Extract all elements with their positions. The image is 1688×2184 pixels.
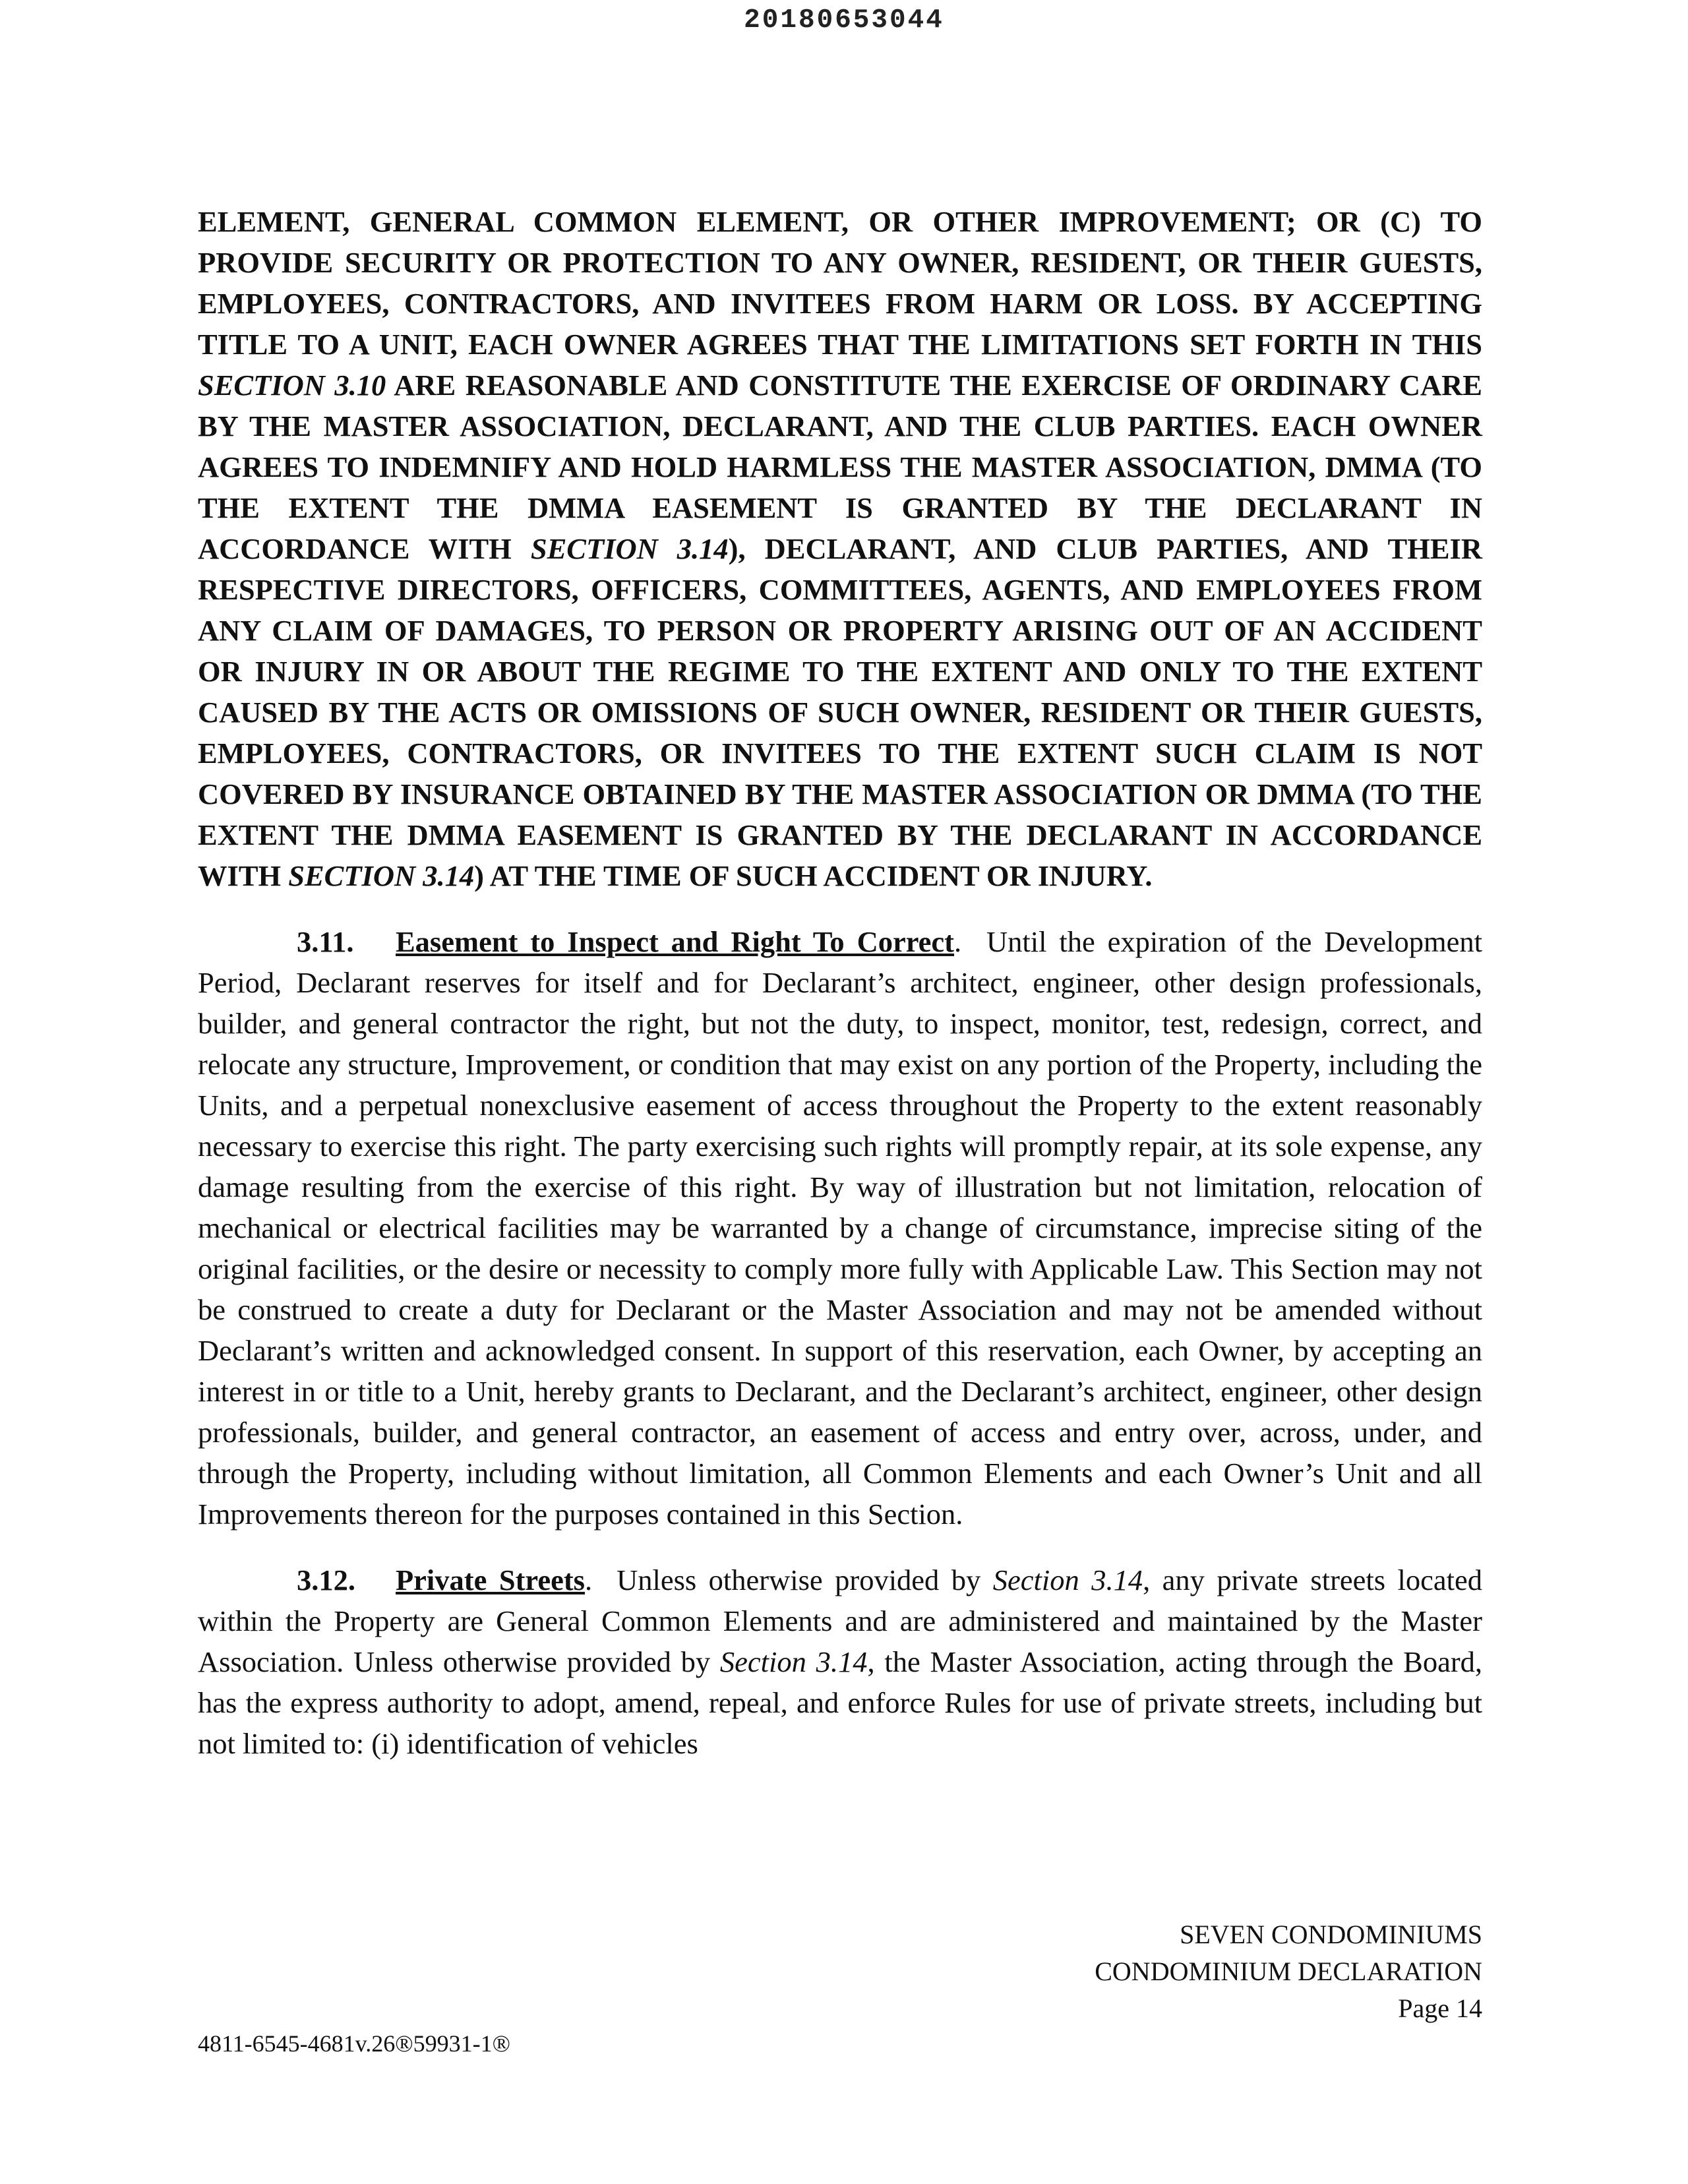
section-title-period: . [585, 1563, 593, 1596]
caps-text-1: ELEMENT, GENERAL COMMON ELEMENT, OR OTHER IMPROVEMENT; OR (C) TO PROVIDE SECURITY OR PROTECTION TO ANY OWNER, RESIDENT, OR THEIR GUESTS, EMPLOYEES, CONTRACTORS, AND INVITEES FROM HARM OR LOSS. BY ACCEPTING TITLE TO A UNIT, EACH OWNER AGREES THAT THE LIMITATIONS SET FORTH IN THIS [198, 205, 1482, 361]
section-number: 3.11. [297, 925, 354, 958]
footer-project-name: SEVEN CONDOMINIUMS [1180, 1920, 1482, 1949]
section-reference: Section 3.14 [992, 1563, 1143, 1596]
page-body [198, 201, 1482, 1764]
caps-text-3: ), DECLARANT, AND CLUB PARTIES, AND THEIR RESPECTIVE DIRECTORS, OFFICERS, COMMITTEES, AGENTS, AND EMPLOYEES FROM ANY CLAIM OF DAMAGES, TO PERSON OR PROPERTY ARISING OUT OF AN ACCIDENT OR INJURY IN OR ABOUT THE REGIME TO THE EXTENT AND ONLY TO THE EXTENT CAUSED BY THE ACTS OR OMISSIONS OF SUCH OWNER, RESIDENT OR THEIR GUESTS, EMPLOYEES, CONTRACTORS, OR INVITEES TO THE EXTENT SUCH CLAIM IS NOT COVERED BY INSURANCE OBTAINED BY THE MASTER ASSOCIATION OR DMMA (TO THE EXTENT THE DMMA EASEMENT IS GRANTED BY THE DECLARANT IN ACCORDANCE WITH [198, 532, 1482, 892]
page-number: Page 14 [1398, 1993, 1482, 2023]
section-3-11-paragraph [198, 921, 1482, 1534]
section-title: Easement to Inspect and Right To Correct [396, 925, 954, 958]
section-text-3: , the Master Association, acting through the Board, has the express authority to adopt, amend, repeal, and enforce Rules for use of private streets, including but not limited to: (i) identification of vehicles [198, 1645, 1483, 1760]
indemnity-paragraph [198, 201, 1482, 896]
section-reference: SECTION 3.14 [530, 532, 729, 565]
section-reference: SECTION 3.10 [198, 369, 386, 402]
footer-title-block [1095, 1916, 1482, 2027]
section-text-1: Unless otherwise provided by [617, 1563, 993, 1596]
section-3-12-paragraph [198, 1560, 1482, 1764]
section-title: Private Streets [396, 1563, 585, 1596]
caps-text-2: ARE REASONABLE AND CONSTITUTE THE EXERCISE OF ORDINARY CARE BY THE MASTER ASSOCIATION, DECLARANT, AND THE CLUB PARTIES. EACH OWNER AGREES TO INDEMNIFY AND HOLD HARMLESS THE MASTER ASSOCIATION, DMMA (TO THE EXTENT THE DMMA EASEMENT IS GRANTED BY THE DECLARANT IN ACCORDANCE WITH [198, 369, 1482, 565]
section-text: Until the expiration of the Development Period, Declarant reserves for itself and for Declarant’s architect, engineer, other design professionals, builder, and general contractor the right, but not the duty, to inspect, monitor, test, redesign, correct, and relocate any structure, Improvement, or condition that may exist on any portion of the Property, including the Units, and a perpetual nonexclusive easement of access throughout the Property to the extent reasonably necessary to exercise this right. The party exercising such rights will promptly repair, at its sole expense, any damage resulting from the exercise of this right. By way of illustration but not limitation, relocation of mechanical or electrical facilities may be warranted by a change of circumstance, imprecise siting of the original facilities, or the desire or necessity to comply more fully with Applicable Law. This Section may not be construed to create a duty for Declarant or the Master Association and may not be amended without Declarant’s written and acknowledged consent. In support of this reservation, each Owner, by accepting an interest in or title to a Unit, hereby grants to Declarant, and the Declarant’s architect, engineer, other design professionals, builder, and general contractor, an easement of access and entry over, across, under, and through the Property, including without limitation, all Common Elements and each Owner’s Unit and all Improvements thereon for the purposes contained in this Section. [198, 925, 1483, 1531]
footer-document-type: CONDOMINIUM DECLARATION [1095, 1957, 1482, 1986]
section-title-period: . [953, 925, 962, 958]
document-number: 20180653044 [744, 5, 944, 36]
section-number: 3.12. [297, 1563, 355, 1596]
section-reference: SECTION 3.14 [288, 859, 475, 892]
section-text-2: , any private streets located within the Property are General Common Elements and are administered and maintained by the Master Association. Unless otherwise provided by [198, 1563, 1483, 1678]
footer-document-id: 4811-6545-4681v.26®59931-1® [198, 2030, 510, 2057]
caps-text-4: ) AT THE TIME OF SUCH ACCIDENT OR INJURY. [474, 859, 1153, 892]
section-reference: Section 3.14 [719, 1645, 868, 1678]
